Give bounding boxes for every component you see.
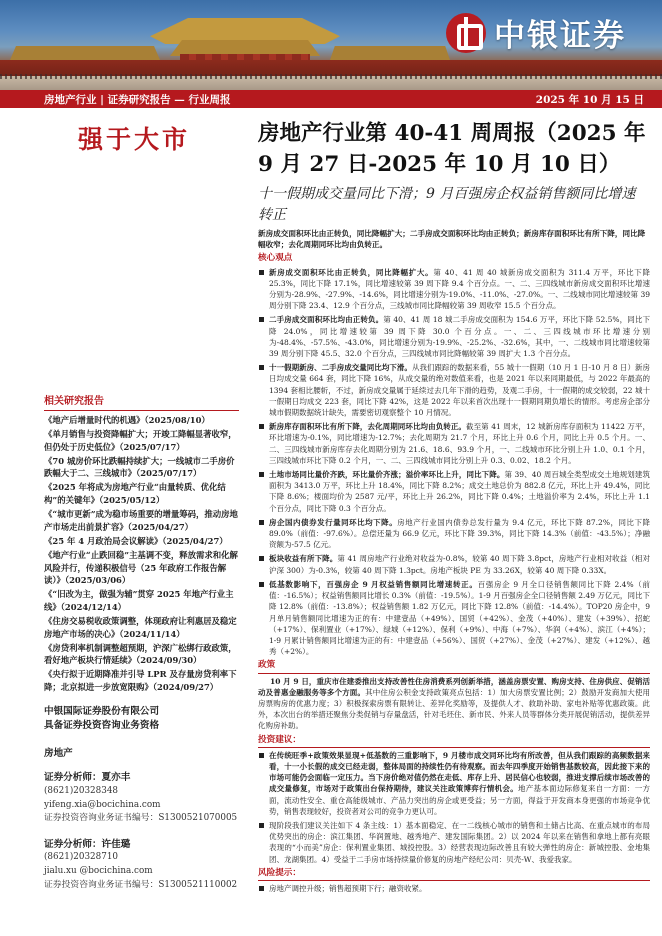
invest-list <box>258 750 650 865</box>
rating-slogan: 强于大市 <box>78 125 191 154</box>
core-view-item-text: 第 40、41 周 40 城新房成交面积为 311.4 万平，环比下降 25.3%，同比下降 17.1%，同比增速较第 39 周下降 9.4 个百分点。一、二、三四线城市新房成交面积环比增速分别为-28.9%、-27.9%、-14.6%，同比增速分别为-19.0%、-11.0%、-27.0%。一、二线城市同比增速较第 39 周分别下降 23.4、12.9 个百分点，三线城市同比降幅较第 39 周收窄 15.5 个百分点。 <box>269 267 651 311</box>
invest-item-text: 现阶段我们建议关注如下 4 条主线：1）基本面稳定、在一二线核心城市的销售和土储占比高、在重点城市的布局优势突出的房企：滨江集团、华润置地、越秀地产、建发国际集团。2）以 2024 年以来在销售和拿地上都有亮眼表现的“小而美”房企：保利置业集团、城投控股。3）经营表现边际改善且有较大弹性的房企：新城控股、金地集团、龙湖集团。4）受益于二手房市场持续量价修复的房地产经纪公司：贝壳-W、我爱我家。 <box>269 820 650 864</box>
related-report-item[interactable]: 《央行拟于近期降准并引导 LPR 及存量房贷利率下降；北京拟进一步放宽限购》（2024/09/27） <box>44 669 237 692</box>
policy-lead: 10 月 9 日，重庆市住建委推出支持改善性住房消费系列创新举措，涵盖房票安置、购房支持、住房供应、促销活动及普惠金融服务等多个方面。 <box>258 676 650 697</box>
related-report-item[interactable]: 《单月销售与投资降幅扩大；开竣工降幅显著收窄，但仍处于历史低位》（2025/07/17） <box>44 429 237 452</box>
core-view-item-lead: 十一假期新房、二手房成交量同比均下滑。 <box>269 363 412 373</box>
report-date: 2025 年 10 月 15 日 <box>535 93 644 106</box>
related-report-item[interactable]: 《地产后增量时代的机遇》（2025/08/10） <box>44 415 210 425</box>
policy-heading: 政策 <box>258 660 650 673</box>
analyst-cert: 证券投资咨询业务证书编号：S1300521110002 <box>44 879 238 890</box>
brand-name: 中银证券 <box>494 18 626 54</box>
core-view-item-lead: 新房库存面积环比有所下降，去化周期同环比均由负转正。 <box>269 422 467 432</box>
related-report-item[interactable]: 《“旧改为主，做强为辅”贯穿 2025 年地产行业主线》（2024/12/14） <box>44 589 234 612</box>
related-report-item[interactable]: 《地产行业“止跌回稳”主基调不变，释放需求和化解风险并行，传递积极信号（25 年政府工作报告解读）》（2025/03/06） <box>44 549 238 586</box>
analyst-email[interactable]: jialu.xu @bocichina.com <box>44 866 153 877</box>
core-view-item <box>258 579 650 657</box>
related-reports-list <box>44 414 239 693</box>
sector-tag: 房地产 <box>44 748 73 760</box>
core-view-item-text: 截至第 41 周末，12 城新房库存面积为 11422 万平，环比增速为-0.1%，同比增速为-12.7%；去化周期为 21.7 个月，环比上升 0.6 个月，同比上升 0.5 个月。一、二、三四线城市新房库存去化周期分别为 21.6、18.6、93.9 个月，一、二线城市环比分别上升 1.0、0.1 个月，三四线城市环比下降 0.2 个月，一、二、三四线城市同比分别上升 0.3、0.02、18.2 个月。 <box>269 422 651 465</box>
report-body <box>258 228 650 897</box>
core-view-item-text: 第 39、40 周百城全类型成交土地规划建筑面积为 3413.0 万平，环比上升 18.4%，同比下降 8.2%；成交土地总价为 882.8 亿元，环比上升 49.4%，同比下降 8.6%；楼面均价为 2587 元/平，环比上升 26.2%，同比下降 0.4%；土地溢价率为 2.4%，环比上升 1.1 个百分点，同比下降 0.3 个百分点。 <box>269 470 650 513</box>
related-report-item[interactable]: 《70 城房价环比跌幅持续扩大；一线城市二手房价跌幅大于二、三线城市》（2025/07/17） <box>44 455 235 479</box>
related-report-item[interactable]: 《住房交易税收政策调整，体现政府让利惠居及稳定房地产市场的决心》（2024/11/14） <box>44 615 237 639</box>
core-view-item-lead: 二手房成交面积环比均由正转负。 <box>269 315 384 325</box>
related-report-item[interactable]: 《房贷利率机制调整超预期，沪深广松绑行政政策，看好地产板块行情延续》（2024/09/30） <box>44 642 237 666</box>
risk-heading: 风险提示： <box>258 868 650 881</box>
analyst-block <box>44 838 239 892</box>
core-views-list <box>258 267 650 658</box>
side-roof-right <box>330 46 450 60</box>
core-view-item-text: 房地产行业国内债券总发行量为 9.4 亿元，环比下降 87.2%，同比下降 89.0%（前值：-97.6%）。总偿还量为 66.9 亿元，环比下降 39.3%，同比下降 14.3%（前值：-43.5%）；净融资额为-57.5 亿元。 <box>269 517 651 550</box>
core-view-item <box>258 553 650 575</box>
invest-item-lead: 在传统旺季+政策效果显现+低基数的三重影响下，9 月楼市成交同环比均有所改善，但从我们跟踪的高频数据来看，十一小长假的成交已经走弱，整体局面的持续性仍有待观察。而去年四季度开始销售基数较高，因此接下来的市场可能仍会面临一定压力。当下房价绝对值仍然在走低、库存上升、居民信心也较弱，推进支撑后续市场改善的成交量修复，市场对于政策出台保持期待，建议关注政策博弈行情机会。 <box>269 750 650 794</box>
core-view-item-text: 第 40、41 周 18 城二手房成交面积为 154.6 万平，环比下降 52.5%，同比下降 24.0%，同比增速较第 39 周下降 30.0 个百分点。一、二、三四线城市环比增速分别为-48.4%、-57.5%、-43.0%，同比增速分别为-19.9%、-25.2%、-32.6%，其中，一、二线城市同比增速较第 39 周分别下降 45.5、32.0 个百分点，三四线城市同比降幅较第 39 周扩大 1.3 个百分点。 <box>269 315 651 359</box>
core-view-item <box>258 314 650 359</box>
core-view-item <box>258 469 650 514</box>
report-subtitle: 十一假期成交量同比下滑；9 月百强房企权益销售额同比增速转正 <box>258 186 636 223</box>
risk-list <box>258 883 650 894</box>
analyst-block <box>44 771 239 825</box>
analyst-phone: (8621)20328348 <box>44 786 119 797</box>
company-info <box>44 705 239 733</box>
related-report-item[interactable]: 《25 年 4 月政治局会议解读》（2025/04/27） <box>44 535 228 546</box>
related-report-item[interactable]: 《2025 年将成为房地产行业“由量转质、优化结构”的关键年》（2025/05/12） <box>44 482 226 506</box>
core-view-item-lead: 新房成交面积环比由正转负，同比降幅扩大。 <box>269 267 434 277</box>
core-view-item-text: 百强房企 9 月全口径销售额同比下降 2.4%（前值：-16.5%）；权益销售额同比增长 0.3%（前值：-19.5%）。1-9 月百强房企全口径销售额 2.49 万亿元，同比下降 12.8%（前值：-13.8%）；权益销售额 1.82 万亿元，同比下降 12.8%（前值：-14.4%）。TOP20 房企中，9 月单月销售额同比增速为正的有：中建壹品（+49%）、国贸（+42%）、金茂（+40%）、建发（+39%）、招蛇（+17%）、保利置业（+17%）、绿城（+12%）、保利（+9%）、中海（+7%）、华润（+4%）、滨江（+4%）；1-9 月累计销售额同比增速为正的有：中建壹品（+56%）、国贸（+27%）、金茂（+27%）、建发（+12%）、越秀（+2%）。 <box>269 579 650 657</box>
policy-paragraph <box>258 676 650 732</box>
company-qualification: 具备证券投资咨询业务资格 <box>44 720 160 732</box>
invest-item <box>258 820 650 865</box>
side-roof-left <box>10 46 160 60</box>
company-name: 中银国际证券股份有限公司 <box>44 706 160 718</box>
report-title: 房地产行业第 40-41 周周报（2025 年 9 月 27 日-2025 年 10 月 10 日） <box>258 121 646 177</box>
related-report-item[interactable]: 《“城市更新”成为稳市场重要的增量筹码，推动房地产市场走出前景扩容》（2025/04/27） <box>44 509 238 532</box>
brand-logo <box>446 10 626 55</box>
policy-detail: 其中住房公积金支持政策亮点包括：1）加大房票安置比例；2）鼓励开发商加大使用房票购房的优惠力度；3）积极探索房票有限转让、差异化奖励等，及提供人才、救助补助、家电补贴等优惠政策。此外，本次出台的举措还聚焦分类促销与存量盘活，针对毛坯住、新市民、外来人员等群体分类开展促销活动，提供差异化购房补助。 <box>258 687 651 731</box>
analyst-name: 证券分析师：许佳璐 <box>44 838 131 850</box>
invest-heading: 投资建议： <box>258 735 650 748</box>
related-reports-heading: 相关研究报告 <box>44 392 239 411</box>
core-view-item <box>258 421 650 466</box>
analyst-name: 证券分析师：夏亦丰 <box>44 772 131 784</box>
header-banner-image <box>0 0 662 90</box>
report-category: 房地产行业 | 证券研究报告 — 行业周报 <box>44 93 231 106</box>
invest-item <box>258 750 650 817</box>
analyst-cert: 证券投资咨询业务证书编号：S1300521070005 <box>44 813 238 824</box>
analyst-phone: (8621)20328710 <box>44 852 119 863</box>
report-header-bar <box>0 90 662 108</box>
risk-item: 房地产调控升级；销售超预期下行；融资收紧。 <box>258 883 650 894</box>
core-view-item <box>258 362 650 418</box>
core-view-item <box>258 267 650 312</box>
invest-item-text: 地产基本面边际修复来自一方面：一方面，流动性安全、重仓高能级城市、产品力突出的房企或更受益；另一方面，得益于开发商本身更强的市场竞争优势，销售表现较好，投资者对公司的竞争力更认可。 <box>269 784 650 816</box>
lead-summary: 新房成交面积环比由正转负，同比降幅扩大；二手房成交面积环比均由正转负；新房库存面积环比有所下降，同比降幅收窄；去化周期同环比均由负转正。 <box>258 229 646 250</box>
core-view-item-lead: 板块收益有所下降。 <box>269 554 338 564</box>
boc-logo-icon <box>446 13 486 53</box>
core-view-item <box>258 517 650 551</box>
sidebar <box>44 392 239 892</box>
core-view-item-text: 从我们跟踪的数据来看，55 城十一假期（10 月 1 日-10 月 8 日）新房日均成交量 664 套，同比下降 16%，从成交量的绝对数值来看，也是 2021 年以来同期最低，与 2022 年最高的 1394 套相比腰斩，不过，新房成交量属于延续过去几年下滑的趋势，及观二手房，十一假期的成交较弱，22 城十一假期日均成交 223 套，同比下降 42%，这是 2022 年以来首次出现十一假期同期负增长的情形。考虑房企部分城市假期数据统计缺失，需要密切观察整个 10 月情况。 <box>269 363 651 418</box>
analyst-email[interactable]: yifeng.xia@bocichina.com <box>44 799 161 810</box>
core-view-item-lead: 土地市场同比量价齐跌，环比量价齐涨；溢价率环比上升，同比下降。 <box>269 470 505 480</box>
core-view-item-text: 第 41 周房地产行业绝对收益为-0.8%，较第 40 周下降 3.8pct，房地产行业相对收益（相对沪深 300）为-0.3%，较第 40 周下降 1.3pct。房地产板块 PE 为 33.26X，较第 40 周下降 0.33X。 <box>269 554 650 575</box>
crowd <box>0 74 662 79</box>
core-views-heading: 核心观点 <box>258 253 293 264</box>
core-view-item-lead: 房企国内债券发行量同环比均下降。 <box>269 517 398 527</box>
core-view-item-lead: 低基数影响下，百强房企 9 月权益销售额同比增速转正。 <box>269 579 478 589</box>
